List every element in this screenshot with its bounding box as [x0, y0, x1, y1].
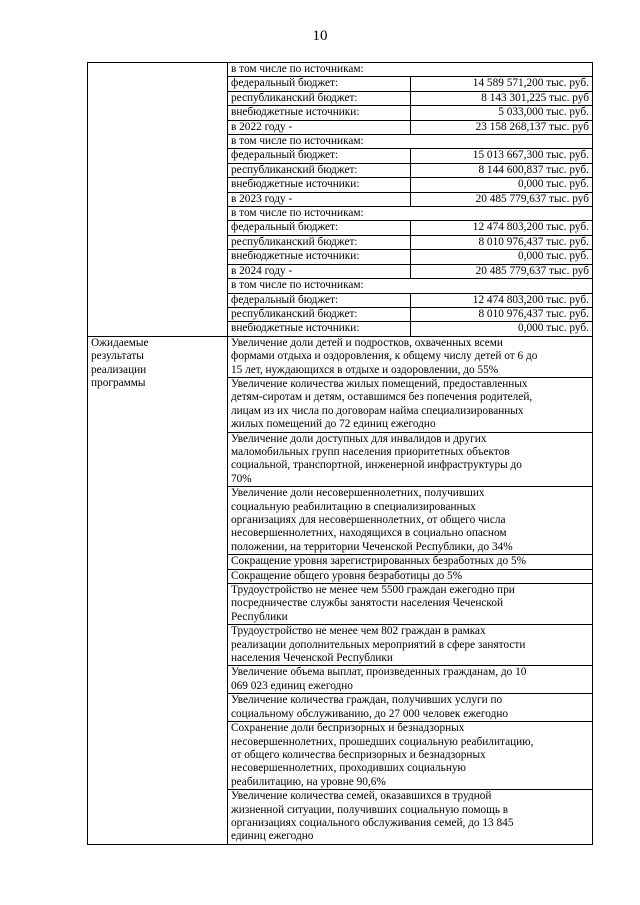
funding-label: в 2023 году - — [228, 192, 411, 206]
expected-result-item — [228, 432, 593, 487]
funding-value: 20 485 779,637 тыс. руб — [410, 264, 593, 278]
text-line: социальному обслуживанию, до 27 000 человек ежегодно — [231, 707, 509, 720]
funding-label: республиканский бюджет: — [228, 163, 411, 177]
text-line: Увеличение объема выплат, произведенных гражданам, до 10 — [231, 666, 527, 679]
table-row — [88, 336, 593, 377]
funding-label: внебюджетные источники: — [228, 322, 411, 336]
text-line: организациях для несовершеннолетних, от общего числа — [231, 514, 506, 526]
text-line: Сохранение доли беспризорных и безнадзорных — [231, 722, 465, 735]
expected-result-item — [228, 377, 593, 432]
funding-value: 0,000 тыс. руб. — [410, 322, 593, 336]
funding-label: федеральный бюджет: — [228, 77, 411, 91]
funding-value: 8 143 301,225 тыс. руб — [410, 91, 593, 105]
text-line: Увеличение доли несовершеннолетних, получивших — [231, 487, 485, 500]
text-line: Сокращение общего уровня безработицы до 5% — [231, 569, 463, 582]
program-passport-table — [87, 62, 593, 845]
funding-value: 8 144 600,837 тыс. руб. — [410, 163, 593, 177]
text-line: реабилитацию, на уровне 90,6% — [231, 775, 386, 788]
text-line: реализации — [91, 363, 147, 376]
sources-header: в том числе по источникам: — [228, 135, 593, 149]
funding-value: 15 013 667,300 тыс. руб. — [410, 149, 593, 163]
funding-label: внебюджетные источники: — [228, 106, 411, 120]
funding-label: республиканский бюджет: — [228, 307, 411, 321]
table-row — [88, 63, 593, 77]
text-line: от общего количества беспризорных и безнадзорных — [231, 748, 486, 761]
section-title-cell — [88, 63, 228, 337]
funding-label: республиканский бюджет: — [228, 235, 411, 249]
funding-value: 20 485 779,637 тыс. руб — [410, 192, 593, 206]
text-line: программы — [91, 376, 146, 389]
funding-value: 0,000 тыс. руб. — [410, 250, 593, 264]
text-line: Увеличение доли доступных для инвалидов и других — [231, 432, 487, 445]
funding-value: 12 474 803,200 тыс. руб. — [410, 221, 593, 235]
funding-label: федеральный бюджет: — [228, 221, 411, 235]
text-line: Увеличение количества жилых помещений, предоставленных — [231, 377, 528, 390]
page-number: 10 — [312, 28, 328, 44]
funding-value: 8 010 976,437 тыс. руб. — [410, 235, 593, 249]
text-line: единиц ежегодно — [231, 830, 314, 843]
sources-header: в том числе по источникам: — [228, 63, 593, 77]
funding-label: в 2022 году - — [228, 120, 411, 134]
text-line: несовершеннолетних, проходивших социальную — [231, 762, 466, 775]
text-line: Увеличение количества граждан, получивших услуги по — [231, 694, 503, 707]
text-line: Республики — [231, 610, 288, 623]
text-line: Ожидаемые — [91, 336, 149, 349]
expected-result-item — [228, 625, 593, 666]
text-line: организациях социального обслуживания семей, до 13 845 — [231, 816, 514, 829]
expected-result-item — [228, 584, 593, 625]
text-line: Увеличение количества семей, оказавшихся в трудной — [231, 790, 492, 803]
text-line: жизненной ситуации, получивших социальную помощь в — [231, 803, 509, 816]
text-line: 15 лет, нуждающихся в отдыхе и оздоровлении, до 55% — [231, 363, 499, 376]
funding-label: в 2024 году - — [228, 264, 411, 278]
funding-value: 5 033,000 тыс. руб. — [410, 106, 593, 120]
funding-value: 8 010 976,437 тыс. руб. — [410, 307, 593, 321]
expected-result-item — [228, 555, 593, 569]
expected-result-item — [228, 569, 593, 583]
text-line: маломобильных групп населения приоритетных объектов — [231, 445, 510, 458]
expected-result-item — [228, 722, 593, 790]
text-line: 70% — [231, 472, 252, 485]
funding-value: 0,000 тыс. руб. — [410, 178, 593, 192]
sources-header: в том числе по источникам: — [228, 279, 593, 293]
text-line: жилых помещений до 72 единиц ежегодно — [231, 418, 436, 431]
text-line: положении, на территории Чеченской Республики, до 34% — [231, 540, 513, 553]
text-line: детям-сиротам и детям, оставшимся без попечения родителей, — [231, 391, 533, 404]
funding-label: республиканский бюджет: — [228, 91, 411, 105]
text-line: лицам из их числа по договорам найма специализированных — [231, 404, 524, 417]
text-line: посредничестве службы занятости населения Чеченской — [231, 597, 504, 610]
text-line: формами отдыха и оздоровления, к общему числу детей от 6 до — [231, 350, 538, 363]
funding-label: внебюджетные источники: — [228, 178, 411, 192]
sources-header: в том числе по источникам: — [228, 207, 593, 221]
funding-value: 23 158 268,137 тыс. руб — [410, 120, 593, 134]
expected-result-item — [228, 694, 593, 722]
text-line: реализации дополнительных мероприятий в сфере занятости — [231, 638, 526, 651]
text-line: социальную реабилитацию в специализированных — [231, 500, 476, 513]
text-line: населения Чеченской Республики — [231, 652, 393, 665]
expected-results-title — [88, 336, 228, 844]
funding-value: 12 474 803,200 тыс. руб. — [410, 293, 593, 307]
text-line: несовершеннолетних, находящихся в социально опасном — [231, 527, 507, 540]
text-line: Сокращение уровня зарегистрированных безработных до 5% — [231, 555, 527, 568]
expected-result-item — [228, 666, 593, 694]
funding-label: внебюджетные источники: — [228, 250, 411, 264]
text-line: Трудоустройство не менее чем 5500 граждан ежегодно при — [231, 584, 515, 597]
text-line: несовершеннолетних, прошедших социальную реабилитацию, — [231, 735, 534, 748]
expected-result-item — [228, 487, 593, 555]
text-line: социальной, транспортной, инженерной инфраструктуры до — [231, 459, 522, 472]
text-line: Увеличение доли детей и подростков, охваченных всеми — [231, 336, 503, 349]
text-line: 069 023 единиц ежегодно — [231, 679, 353, 692]
text-line: Трудоустройство не менее чем 802 граждан в рамках — [231, 625, 486, 638]
funding-label: федеральный бюджет: — [228, 293, 411, 307]
expected-result-item — [228, 336, 593, 377]
expected-result-item — [228, 790, 593, 845]
text-line: результаты — [91, 350, 144, 363]
funding-label: федеральный бюджет: — [228, 149, 411, 163]
funding-value: 14 589 571,200 тыс. руб. — [410, 77, 593, 91]
